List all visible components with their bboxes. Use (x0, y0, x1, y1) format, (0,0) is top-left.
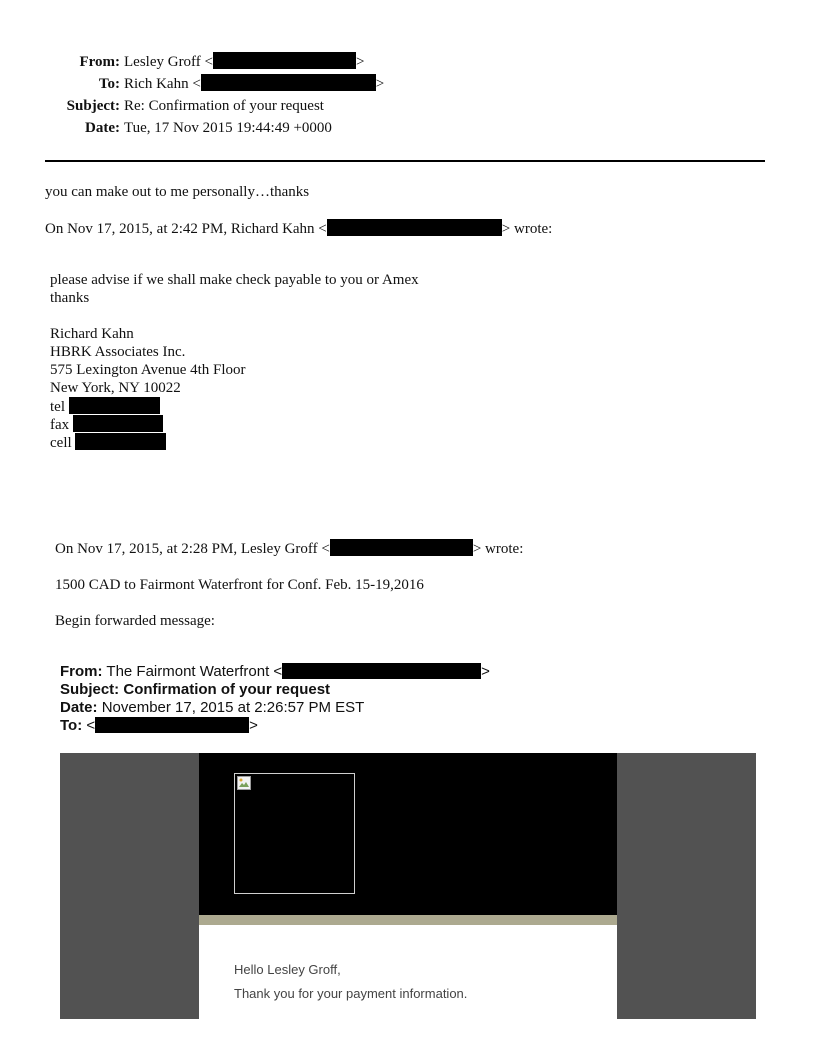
header-to-close: > (375, 76, 385, 92)
header-from-label: From: (79, 54, 120, 70)
redaction-bar (201, 74, 376, 91)
forwarded-subject-value: Confirmation of your request (123, 681, 331, 698)
forwarded-date-label: Date: (60, 699, 98, 716)
embedded-email (60, 753, 756, 1019)
quote-attribution-1 (45, 219, 552, 238)
redaction-bar (282, 663, 481, 679)
embedded-email-message: Thank you for your payment information. (234, 986, 468, 1001)
quote-attribution-1-suffix: > wrote: (501, 221, 553, 237)
forwarded-to-value: < (86, 717, 96, 734)
quote-attribution-2-suffix: > wrote: (472, 541, 524, 557)
header-from-value (124, 51, 364, 73)
header-subject-row (40, 95, 760, 117)
redaction-bar (95, 717, 249, 733)
embedded-email-content (199, 753, 617, 1019)
message-2-line-1: 1500 CAD to Fairmont Waterfront for Conf. Feb. 15-19,2016 (55, 577, 424, 593)
forwarded-message-label: Begin forwarded message: (55, 613, 215, 629)
header-date-row (40, 117, 760, 139)
reply-text: you can make out to me personally…thanks (45, 184, 310, 200)
forwarded-from-label: From: (60, 663, 103, 680)
embedded-email-greeting: Hello Lesley Groff, (234, 962, 341, 977)
embedded-email-stripe (199, 915, 617, 925)
quote-attribution-1-prefix: On Nov 17, 2015, at 2:42 PM, Richard Kahn < (45, 221, 327, 237)
signature-name: Richard Kahn (50, 326, 134, 342)
redaction-bar (213, 52, 356, 69)
header-subject-label: Subject: (66, 98, 120, 114)
redaction-bar (330, 539, 473, 556)
signature-tel (50, 397, 160, 416)
broken-image-icon (237, 776, 251, 790)
signature-address-2: New York, NY 10022 (50, 380, 181, 396)
forwarded-from-row (60, 663, 490, 681)
signature-cell-label: cell (50, 435, 72, 451)
header-date-label: Date: (85, 120, 120, 136)
forwarded-to-row (60, 717, 258, 735)
message-1-line-2: thanks (50, 290, 90, 306)
signature-address-1: 575 Lexington Avenue 4th Floor (50, 362, 246, 378)
broken-image-placeholder (234, 773, 355, 894)
redaction-bar (73, 415, 163, 432)
signature-fax-label: fax (50, 417, 70, 433)
header-from-row (40, 51, 760, 73)
forwarded-subject-row (60, 681, 330, 699)
redaction-bar (75, 433, 166, 450)
header-from-close: > (356, 54, 365, 70)
header-subject-value: Re: Confirmation of your request (124, 98, 324, 114)
quote-attribution-2-prefix: On Nov 17, 2015, at 2:28 PM, Lesley Groff < (55, 541, 330, 557)
signature-company: HBRK Associates Inc. (50, 344, 186, 360)
signature-tel-label: tel (50, 399, 65, 415)
header-to-name: Rich Kahn < (124, 76, 201, 92)
forwarded-from-close: > (481, 663, 490, 680)
forwarded-date-value: November 17, 2015 at 2:26:57 PM EST (101, 699, 365, 716)
redaction-bar (69, 397, 160, 414)
forwarded-subject-label: Subject: (60, 681, 120, 698)
forwarded-date-row (60, 699, 364, 717)
header-from-name: Lesley Groff < (124, 54, 213, 70)
forwarded-from-value: The Fairmont Waterfront < (106, 663, 283, 680)
header-divider (45, 160, 765, 162)
signature-fax (50, 415, 163, 434)
header-to-row (40, 73, 760, 95)
quote-attribution-2 (55, 539, 523, 558)
message-1-line-1: please advise if we shall make check payable to you or Amex (50, 272, 419, 288)
forwarded-to-close: > (249, 717, 258, 734)
signature-cell (50, 433, 166, 452)
header-date-value: Tue, 17 Nov 2015 19:44:49 +0000 (124, 120, 332, 136)
header-to-label: To: (98, 76, 120, 92)
embedded-email-banner (199, 753, 617, 915)
forwarded-to-label: To: (60, 717, 83, 734)
header-to-value (124, 73, 384, 95)
redaction-bar (327, 219, 502, 236)
